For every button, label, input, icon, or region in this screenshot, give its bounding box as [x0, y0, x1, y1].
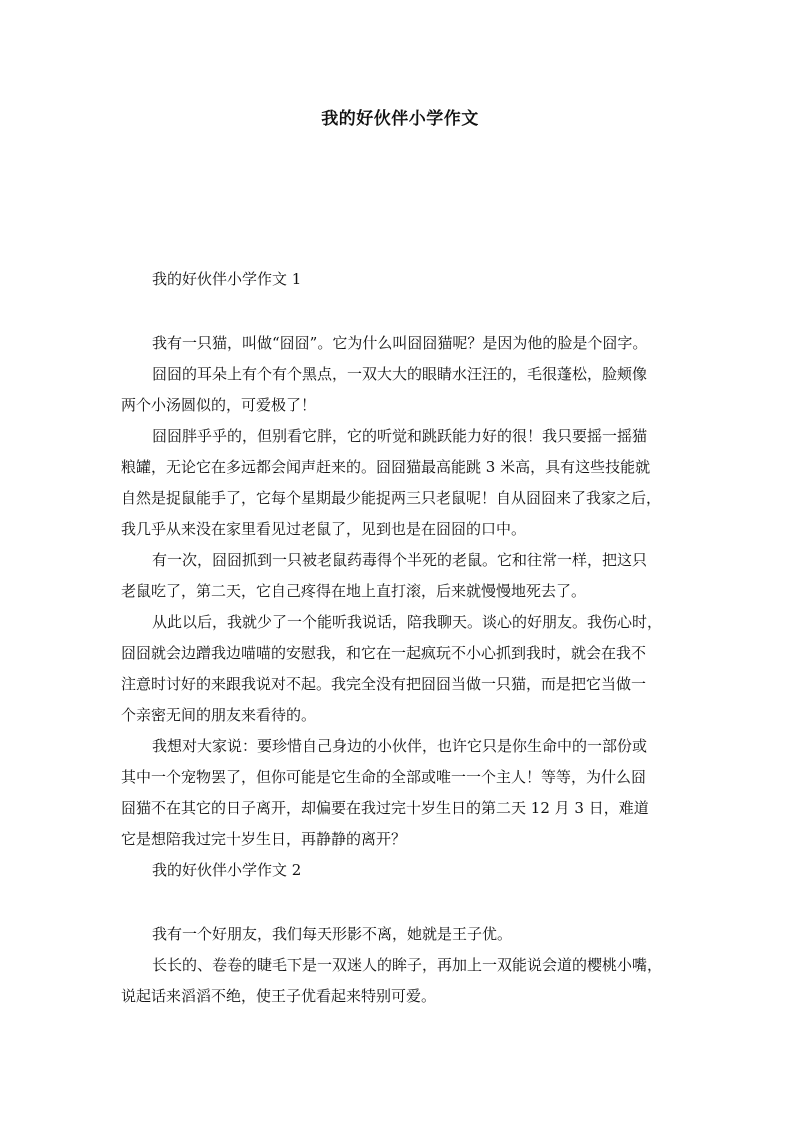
paragraph-line: 它是想陪我过完十岁生日，再静静的离开？: [121, 830, 407, 848]
paragraph-line: 自然是捉鼠能手了，它每个星期最少能捉两三只老鼠呢！自从囧囧来了我家之后，: [121, 489, 662, 507]
spacer: [121, 295, 677, 328]
spacer: [121, 886, 677, 919]
paragraph-line: 我几乎从来没在家里看见过老鼠了，见到也是在囧囧的口中。: [121, 520, 527, 538]
paragraph-line: 我想对大家说：要珍惜自己身边的小伙伴，也许它只是你生命中的一部份或: [152, 737, 648, 755]
section-heading: 我的好伙伴小学作文 2: [152, 861, 302, 879]
document-body: [121, 264, 677, 1012]
paragraph-line: 我有一个好朋友，我们每天形影不离，她就是王子优。: [152, 925, 513, 943]
paragraph-line: 注意时讨好的来跟我说对不起。我完全没有把囧囧当做一只猫，而是把它当做一: [121, 675, 647, 693]
paragraph-line: 个亲密无间的朋友来看待的。: [121, 706, 317, 724]
paragraph-line: 老鼠吃了，第二天，它自己疼得在地上直打滚，后来就慢慢地死去了。: [121, 582, 587, 600]
paragraph-line: 囧囧的耳朵上有个有个黑点，一双大大的眼睛水汪汪的，毛很蓬松，脸颊像: [152, 365, 648, 383]
paragraph-line: 从此以后，我就少了一个能听我说话，陪我聊天。谈心的好朋友。我伤心时，: [152, 613, 663, 631]
paragraph-line: 有一次，囧囧抓到一只被老鼠药毒得个半死的老鼠。它和往常一样，把这只: [152, 551, 648, 569]
paragraph-line: 囧囧胖乎乎的，但别看它胖，它的听觉和跳跃能力好的很！我只要摇一摇猫: [152, 427, 648, 445]
paragraph-line: 我有一只猫，叫做“囧囧”。它为什么叫囧囧猫呢？是因为他的脸是个囧字。: [152, 334, 648, 352]
paragraph-line: 囧囧就会边蹭我边喵喵的安慰我，和它在一起疯玩不小心抓到我时，就会在我不: [121, 644, 647, 662]
section-heading: 我的好伙伴小学作文 1: [152, 270, 302, 288]
paragraph-line: 长长的、卷卷的睫毛下是一双迷人的眸子，再加上一双能说会道的樱桃小嘴，: [152, 956, 663, 974]
paragraph-line: 其中一个宠物罢了，但你可能是它生命的全部或唯一一个主人！等等，为什么囧: [121, 768, 647, 786]
document-title: 我的好伙伴小学作文: [321, 109, 479, 129]
paragraph-line: 两个小汤圆似的，可爱极了！: [121, 396, 317, 414]
paragraph-line: 说起话来滔滔不绝，使王子优看起来特别可爱。: [121, 987, 437, 1005]
paragraph-line: 粮罐，无论它在多远都会闻声赶来的。囧囧猫最高能跳 3 米高，具有这些技能就: [121, 458, 651, 476]
paragraph-line: 囧猫不在其它的日子离开，却偏要在我过完十岁生日的第二天 12 月 3 日，难道: [121, 799, 649, 817]
